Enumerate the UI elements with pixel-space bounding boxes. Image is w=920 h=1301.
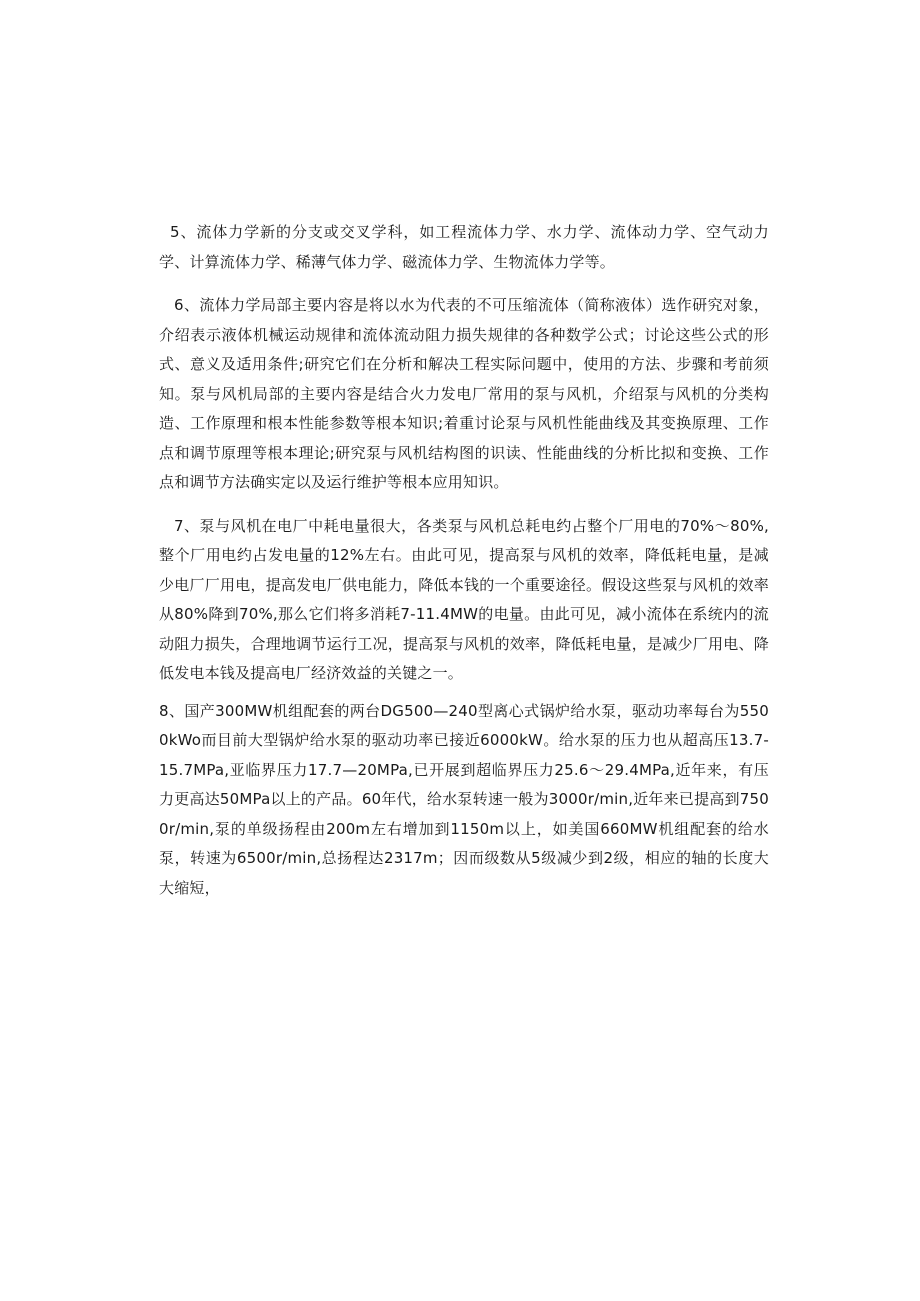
paragraph-5: 5、流体力学新的分支或交叉学科，如工程流体力学、水力学、流体动力学、空气动力学、计算流体力学、稀薄气体力学、磁流体力学、生物流体力学等。: [159, 223, 769, 271]
paragraph-6: 6、流体力学局部主要内容是将以水为代表的不可压缩流体（简称液体）选作研究对象，介绍表示液体机械运动规律和流体流动阻力损失规律的各种数学公式；讨论这些公式的形式、意义及适用条件;研究它们在分析和解决工程实际问题中，使用的方法、步骤和考前须知。泵与风机局部的主要内容是结合火力发电厂常用的泵与风机，介绍泵与风机的分类构造、工作原理和根本性能参数等根本知识;着重讨论泵与风机性能曲线及其变换原理、工作点和调节原理等根本理论;研究泵与风机结构图的识读、性能曲线的分析比拟和变换、工作点和调节方法确实定以及运行维护等根本应用知识。: [159, 296, 769, 491]
document-body: [159, 218, 769, 903]
paragraph-7: 7、泵与风机在电厂中耗电量很大，各类泵与风机总耗电约占整个厂用电的70%〜80%,整个厂用电约占发电量的12%左右。由此可见，提高泵与风机的效率，降低耗电量，是减少电厂厂用电，提高发电厂供电能力，降低本钱的一个重要途径。假设这些泵与风机的效率从80%降到70%,那么它们将多消耗7-11.4MW的电量。由此可见，减小流体在系统内的流动阻力损失，合理地调节运行工况，提高泵与风机的效率，降低耗电量，是减少厂用电、降低发电本钱及提高电厂经济效益的关键之一。: [159, 516, 769, 682]
paragraph-8: 8、国产300MW机组配套的两台DG500—240型离心式锅炉给水泵，驱动功率每台为5500kWo而目前大型锅炉给水泵的驱动功率已接近6000kW。给水泵的压力也从超高压13.7-15.7MPa,亚临界压力17.7—20MPa,已开展到超临界压力25.6〜29.4MPa,近年来，有压力更高达50MPa以上的产品。60年代，给水泵转速一般为3000r/min,近年来已提高到7500r/min,泵的单级扬程由200m左右增加到1150m以上，如美国660MW机组配套的给水泵，转速为6500r/min,总扬程达2317m；因而级数从5级减少到2级，相应的轴的长度大大缩短，: [159, 701, 769, 897]
